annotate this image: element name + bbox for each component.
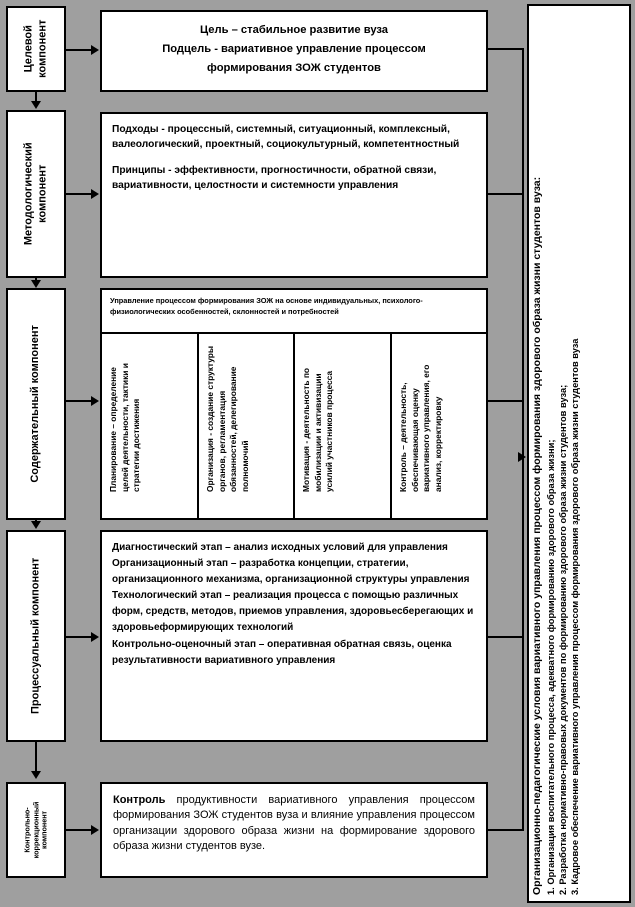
rail-control-component (6, 782, 66, 878)
banner-item-2: 2. Разработка нормативно-правовых документов по формированию здорового образа жизни студентов вуза; (557, 384, 568, 895)
rail-method-line1: Методологический (22, 142, 35, 246)
stage-organizational-label: Организационный (112, 558, 204, 570)
stage-diagnostic-label: Диагностический (112, 542, 198, 553)
content-column-organization-text (205, 342, 251, 492)
approaches-paragraph (112, 122, 476, 153)
final-control-label: Контроль (113, 794, 166, 806)
rail-goal-line1: Целевой (22, 25, 35, 73)
content-box-header: Управление процессом формирования ЗОЖ на основе индивидуальных, психолого-физиологических особенностей, склонностей и потребностей (102, 290, 486, 334)
goal-line-2 (112, 40, 476, 59)
approaches-label: Подходы (112, 124, 159, 135)
banner-item-3: 3. Кадровое обеспечение вариативного управления процессом формирования здорового образа жизни студентов вуза (570, 338, 581, 895)
planning-title: Планирование – (108, 421, 118, 492)
arrowhead-method-to-content (31, 280, 41, 288)
connector-process-to-control (35, 742, 37, 772)
banner-title: Организационно-педагогические условия вариативного управления процессом формирования здорового образа жизни студентов вуза: (531, 176, 543, 895)
banner-rotated-content (531, 8, 582, 897)
content-column-control (392, 334, 487, 518)
goal-text: – стабильное развитие вуза (228, 24, 389, 36)
final-control-box (100, 782, 488, 878)
connector-rail-method-to-box (66, 193, 92, 195)
motivation-text: деятельность по мобилизации и активизации усилий участников процесса (301, 367, 335, 492)
control-title: Контроль – (397, 442, 408, 492)
content-column-organization (199, 334, 296, 518)
planning-text: определение целей деятельности, тактики и стратегии достижения (108, 363, 142, 492)
principles-paragraph (112, 163, 476, 194)
connector-rail-goal-to-box (66, 49, 92, 51)
stage-diagnostic-text: этап – анализ исходных условий для управления (197, 542, 448, 553)
bus-vertical-top (522, 48, 524, 457)
organization-text: создание структуры органов, регламентация обязанностей, делегирование полномочий (204, 345, 250, 492)
rail-methodological-component (6, 110, 66, 278)
process-box (100, 530, 488, 742)
goal-line-3: формирования ЗОЖ студентов (207, 62, 381, 74)
rail-goal-line2: компонент (36, 19, 49, 79)
rail-process-label: Процессуальный компонент (29, 557, 42, 715)
stage-control-evaluation-text: этап – оперативная обратная связь, оценка результативности вариативного управления (112, 638, 452, 666)
paragraph-spacer (112, 153, 476, 163)
final-control-text: продуктивности вариативного управления процессом формирования ЗОЖ студентов вуза и влияние управления процессом организации здорового образа жизни на формирование здорового образа жизни студентов вузе. (113, 794, 475, 853)
connector-rail-control-to-box (66, 829, 92, 831)
connector-rail-content-to-box (66, 400, 92, 402)
organization-title: Организация - (204, 430, 215, 492)
arrowhead-rail-method-to-box (91, 189, 99, 199)
content-column-motivation-text (301, 342, 336, 492)
arrowhead-bus-to-banner (518, 452, 526, 462)
goal-line-1 (112, 21, 476, 40)
connector-rail-process-to-box (66, 636, 92, 638)
goal-box (100, 10, 488, 92)
arrowhead-rail-process-to-box (91, 632, 99, 642)
rail-process-component (6, 530, 66, 742)
content-column-control-text (398, 342, 444, 492)
arrowhead-process-to-control (31, 771, 41, 779)
bus-process-horizontal (488, 636, 524, 638)
stage-technological-label: Технологический (112, 590, 198, 602)
goal-label: Цель (199, 24, 229, 36)
principles-text: - эффективности, прогностичности, обратной связи, вариативности, целостности и системности управления (112, 164, 437, 192)
methodological-box (100, 112, 488, 278)
arrowhead-rail-control-to-box (91, 825, 99, 835)
content-column-planning (102, 334, 199, 518)
arrowhead-content-to-process (31, 521, 41, 529)
banner-item-1: 1. Организация воспитательного процесса, адекватного формированию здорового образа жизни; (545, 439, 556, 895)
bus-vertical-bottom (522, 457, 524, 829)
stage-technological-text: этап – реализация процесса с помощью различных форм, средств, методов, приемов управления, здоровьесберегающих и здоровьеформирующих технологий (112, 590, 474, 634)
content-column-motivation (295, 334, 392, 518)
rail-content-component (6, 288, 66, 520)
rail-method-line2: компонент (36, 164, 49, 224)
banner-conditions (527, 4, 631, 903)
stage-control-evaluation-label: Контрольно-оценочный (112, 638, 232, 650)
arrowhead-goal-to-method (31, 101, 41, 109)
bus-goal-horizontal (488, 48, 524, 50)
bus-method-horizontal (488, 193, 524, 195)
stage-technological (112, 588, 476, 636)
arrowhead-rail-content-to-box (91, 396, 99, 406)
motivation-title: Мотивация - (301, 438, 311, 492)
subgoal-label: Подцель (162, 43, 212, 55)
rail-goal-component (6, 6, 66, 92)
approaches-text: - процессный, системный, ситуационный, комплексный, валеологический, проектный, социокультурный, компетентностный (112, 124, 460, 151)
bus-final-horizontal (488, 829, 524, 831)
stage-organizational-text: этап – разработка концепции, стратегии, организационного механизма, организационной структуры управления (112, 558, 470, 586)
stage-diagnostic (112, 540, 476, 556)
content-columns (102, 334, 486, 518)
content-column-planning-text (108, 342, 143, 492)
control-text: деятельность, обеспечивающая оценку вариативного управления, его анализ, корректировку (397, 364, 443, 492)
rail-control-line3: компонент (39, 810, 49, 850)
rail-control-line2: коррекционный (30, 801, 40, 859)
stage-organizational (112, 556, 476, 588)
principles-label: Принципы (112, 164, 166, 176)
arrowhead-rail-goal-to-box (91, 45, 99, 55)
stage-control-evaluation (112, 637, 476, 669)
content-box (100, 288, 488, 520)
rail-control-line1: Контрольно- (22, 807, 32, 853)
rail-content-label: Содержательный компонент (29, 325, 42, 483)
bus-content-horizontal (488, 400, 524, 402)
subgoal-text: - вариативное управление процессом (211, 43, 426, 55)
